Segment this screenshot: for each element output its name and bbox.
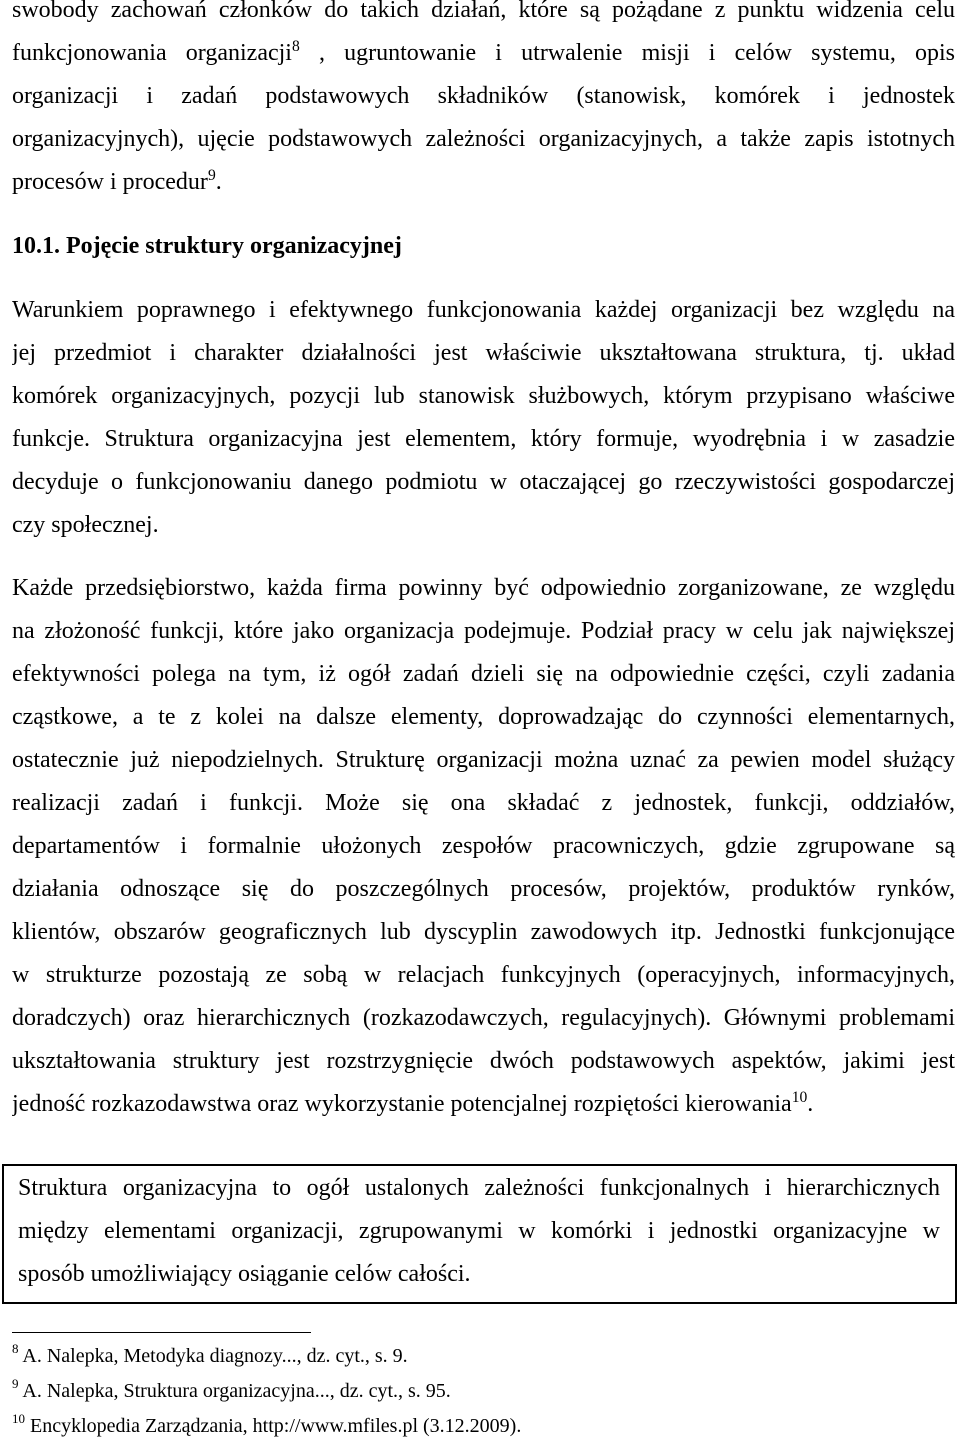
line-text: Każde przedsiębiorstwo, każda firma powinny być odpowiednio zorganizowane, ze względu [12,575,955,602]
line-text: Struktura organizacyjna to ogół ustalonych zależności funkcjonalnych i hierarchicznych [18,1175,940,1201]
definition-text [18,1167,940,1296]
line-text: funkcjonowania organizacji [12,40,292,67]
text-line [12,418,955,461]
text-line [12,997,955,1040]
text-line [12,289,955,332]
line-text: w strukturze pozostają ze sobą w relacjach funkcyjnych (operacyjnych, informacyjnych, [12,962,955,989]
text-line [12,161,955,204]
line-text-continued: . [807,1091,814,1118]
text-line [18,1253,940,1296]
text-line [12,610,955,653]
line-text: doradczych) oraz hierarchicznych (rozkazodawczych, regulacyjnych). Głównymi problemami [12,1005,955,1032]
line-text: działania odnoszące się do poszczególnych procesów, projektów, produktów rynków, [12,876,955,903]
line-text-continued: . [215,169,222,196]
text-line [12,0,955,32]
footnote-reference: 8 [291,37,300,55]
footnote [12,1339,952,1374]
footnote-separator [12,1332,311,1333]
line-text: ostatecznie już niepodzielnych. Strukturę organizacji można uznać za pewien model służący [12,747,955,774]
definition-box [2,1164,957,1304]
line-text: procesów i procedur [12,169,208,196]
text-line [12,696,955,739]
line-text: ukształtowania struktury jest rozstrzygnięcie dwóch podstawowych aspektów, jakimi jest [12,1048,955,1075]
footnote-number: 9 [12,1375,19,1391]
text-line [12,461,955,504]
line-text: jedność rozkazodawstwa oraz wykorzystanie potencjalnej rozpiętości kierowania [12,1091,792,1118]
footnote-number: 10 [12,1410,25,1426]
text-line [12,1040,955,1083]
line-text: na złożoność funkcji, które jako organizacja podejmuje. Podział pracy w celu jak największej [12,618,955,645]
text-line [12,782,955,825]
section-heading: 10.1. Pojęcie struktury organizacyjnej [12,233,402,260]
paragraph [12,289,955,547]
line-text: komórek organizacyjnych, pozycji lub stanowisk służbowych, którym przypisano właściwe [12,383,955,410]
paragraph-intro [12,0,955,204]
line-text: czy społecznej. [12,512,159,539]
text-line [12,868,955,911]
line-text: realizacji zadań i funkcji. Może się ona składać z jednostek, funkcji, oddziałów, [12,790,955,817]
line-text: efektywności polega na tym, iż ogół zadań dzieli się na odpowiednie części, czyli zadania [12,661,955,688]
text-line [12,1083,955,1126]
text-line [18,1210,940,1253]
footnote-reference: 10 [791,1088,808,1106]
line-text: organizacji i zadań podstawowych składników (stanowisk, komórek i jednostek [12,83,955,110]
footnote-text: A. Nalepka, Metodyka diagnozy..., dz. cyt., s. 9. [22,1345,408,1367]
footnotes [12,1339,952,1444]
line-text: departamentów i formalnie ułożonych zespołów pracowniczych, gdzie zgrupowane są [12,833,955,860]
text-line [12,825,955,868]
footnote-text: A. Nalepka, Struktura organizacyjna..., dz. cyt., s. 95. [22,1380,451,1402]
text-line [12,954,955,997]
line-text: Warunkiem poprawnego i efektywnego funkcjonowania każdej organizacji bez względu na [12,297,955,324]
text-line [18,1167,940,1210]
text-line [12,567,955,610]
text-line [12,332,955,375]
line-text: cząstkowe, a te z kolei na dalsze elementy, doprowadzając do czynności elementarnych, [12,704,955,731]
footnote [12,1409,952,1444]
line-text: swobody zachowań członków do takich działań, które są pożądane z punktu widzenia celu [12,0,955,24]
text-line [12,75,955,118]
line-text: funkcje. Struktura organizacyjna jest elementem, który formuje, wyodrębnia i w zasadzie [12,426,955,453]
line-text: klientów, obszarów geograficznych lub dyscyplin zawodowych itp. Jednostki funkcjonujące [12,919,955,946]
line-text: jej przedmiot i charakter działalności jest właściwie ukształtowana struktura, tj. układ [12,340,955,367]
line-text: między elementami organizacji, zgrupowanymi w komórki i jednostki organizacyjne w [18,1218,940,1244]
paragraph [12,567,955,1126]
text-line [12,653,955,696]
text-line [12,375,955,418]
text-line [12,739,955,782]
footnote-text: Encyklopedia Zarządzania, http://www.mfiles.pl (3.12.2009). [30,1415,522,1437]
text-line [12,32,955,75]
text-line [12,504,955,547]
text-line [12,118,955,161]
line-text-continued: , ugruntowanie i utrwalenie misji i celów systemu, opis [299,40,955,67]
line-text: sposób umożliwiający osiąganie celów całości. [18,1261,471,1287]
footnote [12,1374,952,1409]
line-text: organizacyjnych), ujęcie podstawowych zależności organizacyjnych, a także zapis istotnych [12,126,955,153]
line-text: decyduje o funkcjonowaniu danego podmiotu w otaczającej go rzeczywistości gospodarczej [12,469,955,496]
text-line [12,911,955,954]
footnote-reference: 9 [207,166,216,184]
footnote-number: 8 [12,1340,19,1356]
